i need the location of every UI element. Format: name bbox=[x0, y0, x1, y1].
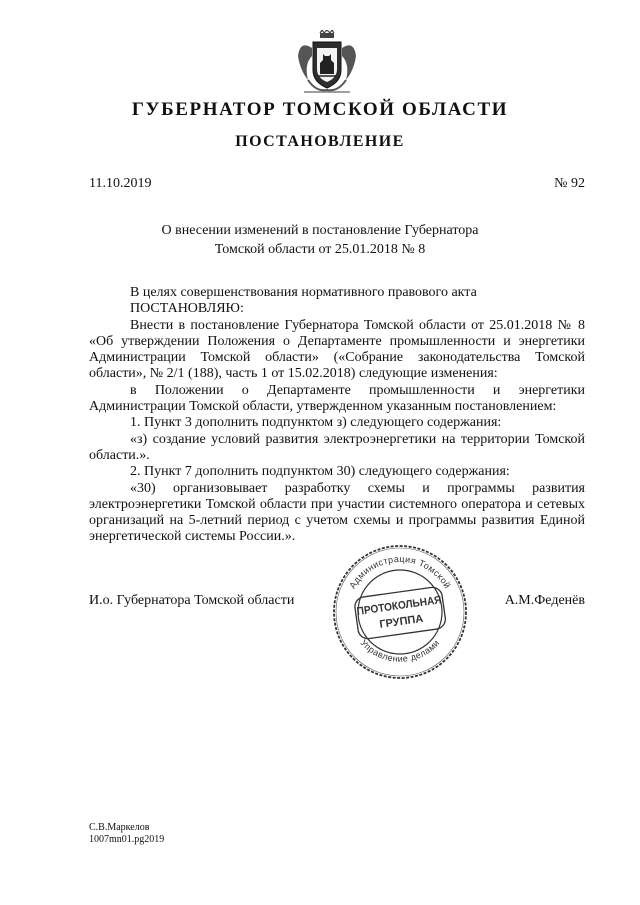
body-paragraph: «30) организовывает разработку схемы и программы развития электроэнергетики Томской области при участии системного оператора и сетевых организаций на 5-летний период с учетом схемы и программы развития Единой энергетической системы России.». bbox=[89, 480, 585, 545]
protocol-stamp bbox=[330, 542, 470, 682]
body-paragraph: В целях совершенствования нормативного правового акта bbox=[130, 285, 477, 300]
stamp-ring-bottom: Управление делами bbox=[358, 637, 442, 664]
coat-of-arms-icon bbox=[296, 30, 358, 98]
body-paragraph: ПОСТАНОВЛЯЮ: bbox=[130, 301, 244, 317]
document-type: ПОСТАНОВЛЕНИЕ bbox=[235, 133, 405, 150]
body-paragraph: «з) создание условий развития электроэнергетики на территории Томской области.». bbox=[89, 431, 585, 463]
body-paragraph: 1. Пункт 3 дополнить подпунктом з) следующего содержания: bbox=[130, 415, 502, 431]
file-code: 1007mn01.pg2019 bbox=[89, 834, 165, 845]
document-body bbox=[89, 285, 585, 546]
signatory-position: И.о. Губернатора Томской области bbox=[89, 593, 295, 608]
executor-name: С.В.Маркелов bbox=[89, 822, 150, 833]
body-paragraph: в Положении о Департаменте промышленности и энергетики Администрации Томской области, утвержденном указанным постановлением: bbox=[89, 382, 585, 415]
subject-line: О внесении изменений в постановление Губернатора bbox=[161, 223, 479, 238]
executor-footer bbox=[89, 822, 164, 846]
stamp-ring-top: Администрация Томской bbox=[347, 553, 453, 591]
body-paragraph: Внести в постановление Губернатора Томской области от 25.01.2018 № 8 «Об утверждении Положения о Департаменте промышленности и энергетики Администрации Томской области» («Собрание законодательства Томской области», № 2/1 (188), часть 1 от 15.02.2018) следующие изменения: bbox=[89, 317, 585, 382]
stamp-center-line: ГРУППА bbox=[378, 612, 425, 631]
stamp-center-line: ПРОТОКОЛЬНАЯ bbox=[355, 593, 443, 619]
subject-line: Томской области от 25.01.2018 № 8 bbox=[214, 242, 426, 257]
page-title: ГУБЕРНАТОР ТОМСКОЙ ОБЛАСТИ bbox=[131, 99, 509, 120]
document-subject bbox=[0, 221, 640, 259]
document-number: № 92 bbox=[554, 176, 585, 191]
document-date: 11.10.2019 bbox=[89, 176, 152, 191]
body-paragraph: 2. Пункт 7 дополнить подпунктом 30) следующего содержания: bbox=[130, 464, 510, 480]
signatory-name: А.М.Феденёв bbox=[504, 593, 585, 608]
